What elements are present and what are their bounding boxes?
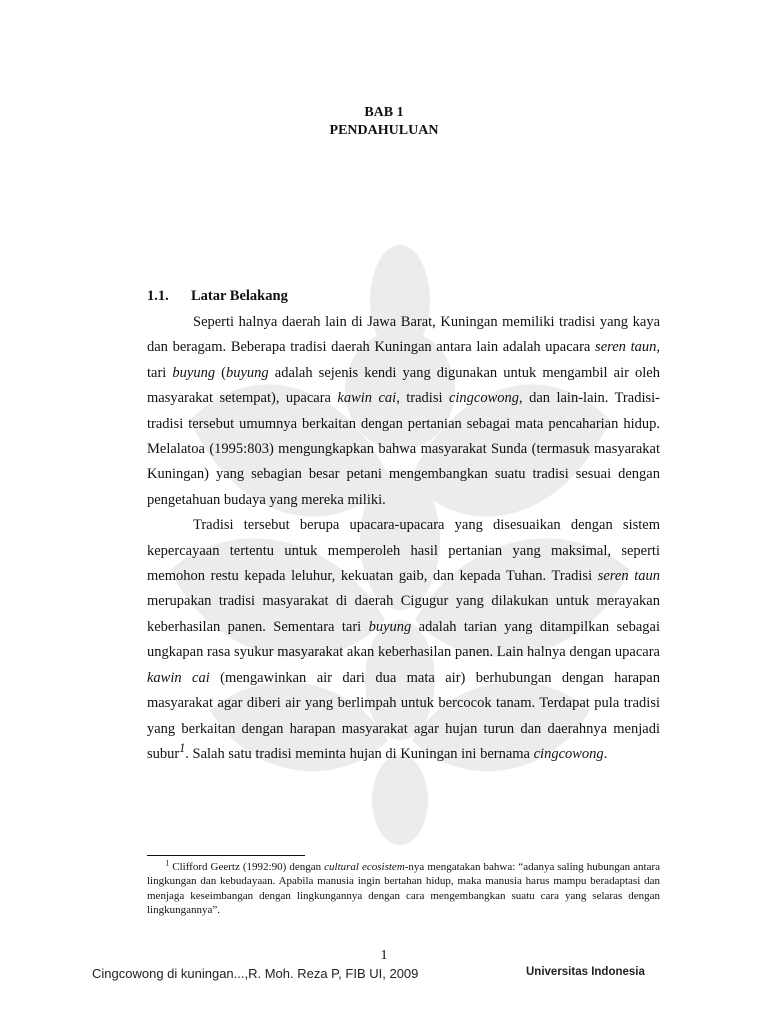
text-run: , tari bbox=[147, 339, 660, 381]
italic-term: buyung bbox=[226, 364, 269, 381]
text-run: . bbox=[603, 745, 608, 762]
chapter-label: BAB 1 bbox=[364, 105, 404, 120]
italic-term: cingcowong bbox=[533, 745, 604, 762]
text-run: , dan lain-lain. Tradisi-tradisi tersebut umumnya berkaitan dengan pertanian sebagai mata pencaharian hidup. Melalatoa (1995:803) mengungkapkan bahwa masyarakat Sunda (termasuk masyarakat Kuningan) yang sebagian besar petani mengembangkan suatu tradisi sesuai dengan pengetahuan budaya yang mereka miliki. bbox=[147, 390, 660, 508]
chapter-title: PENDAHULUAN bbox=[329, 123, 439, 138]
italic-term: seren taun bbox=[595, 339, 657, 356]
italic-term: kawin cai bbox=[337, 390, 397, 407]
italic-term: cingcowong bbox=[448, 390, 520, 407]
text-run: adalah tarian yang ditampilkan sebagai ungkapan rasa syukur masyarakat akan keberhasilan panen. Lain halnya dengan upacara bbox=[147, 618, 660, 661]
section-title: Latar Belakang bbox=[191, 288, 288, 304]
text-run: Seperti halnya daerah lain di Jawa Barat, Kuningan memiliki tradisi yang kaya dan beragam. Beberapa tradisi daerah Kuningan antara lain adalah upacara bbox=[147, 314, 660, 356]
italic-term: kawin cai bbox=[147, 669, 210, 686]
footnote-reference[interactable]: 1 bbox=[179, 741, 186, 756]
footnote bbox=[147, 860, 660, 917]
footnote-divider bbox=[147, 855, 305, 856]
text-run: ( bbox=[215, 364, 226, 381]
section-number: 1.1. bbox=[147, 288, 169, 304]
text-run: (mengawinkan air dari dua mata air) berhubungan dengan harapan masyarakat agar diberi air yang berlimpah untuk bercocok tanam. Terdapat pula tradisi yang berkaitan dengan harapan masyarakat agar hujan turun dan daerahnya menjadi subur bbox=[147, 669, 660, 762]
italic-term: buyung bbox=[368, 618, 412, 635]
paragraph-1 bbox=[147, 310, 660, 513]
text-run: -nya mengatakan bahwa: “adanya saling hubungan antara lingkungan dan kebudayaan. Apabila manusia ingin bertahan hidup, maka manusia harus mampu beradaptasi dan menjaga keseimbangan dengan lingkungannya dengan cara mengembangkan suatu cara yang selaras dengan lingkungannya”. bbox=[147, 861, 660, 916]
footer-citation: Cingcowong di kuningan...,R. Moh. Reza P, FIB UI, 2009 bbox=[92, 966, 419, 981]
section-heading bbox=[147, 288, 288, 305]
text-run: adalah sejenis kendi yang digunakan untuk mengambil air oleh masyarakat setempat), upacara bbox=[147, 364, 660, 407]
text-run: Tradisi tersebut berupa upacara-upacara yang disesuaikan dengan sistem kepercayaan tertentu untuk memperoleh hasil pertanian yang maksimal, seperti memohon restu kepada leluhur, kekuatan gaib, dan kepada Tuhan. Tradisi bbox=[147, 517, 660, 585]
italic-term: buyung bbox=[172, 364, 216, 381]
paragraph-2 bbox=[147, 513, 660, 767]
footnote-mark: 1 bbox=[165, 858, 170, 868]
body-text bbox=[147, 310, 660, 767]
page-number: 1 bbox=[380, 948, 388, 963]
footer-institution: Universitas Indonesia bbox=[526, 966, 645, 978]
text-run: Clifford Geertz (1992:90) dengan bbox=[169, 861, 325, 873]
text-run: merupakan tradisi masyarakat di daerah Cigugur yang dilakukan untuk merayakan keberhasilan panen. Sementara tari bbox=[147, 593, 660, 635]
italic-term: cultural ecosistem bbox=[324, 861, 405, 873]
italic-term: seren taun bbox=[597, 568, 660, 585]
text-run: , tradisi bbox=[396, 390, 449, 407]
text-run: . Salah satu tradisi meminta hujan di Kuningan ini bernama bbox=[185, 745, 534, 762]
